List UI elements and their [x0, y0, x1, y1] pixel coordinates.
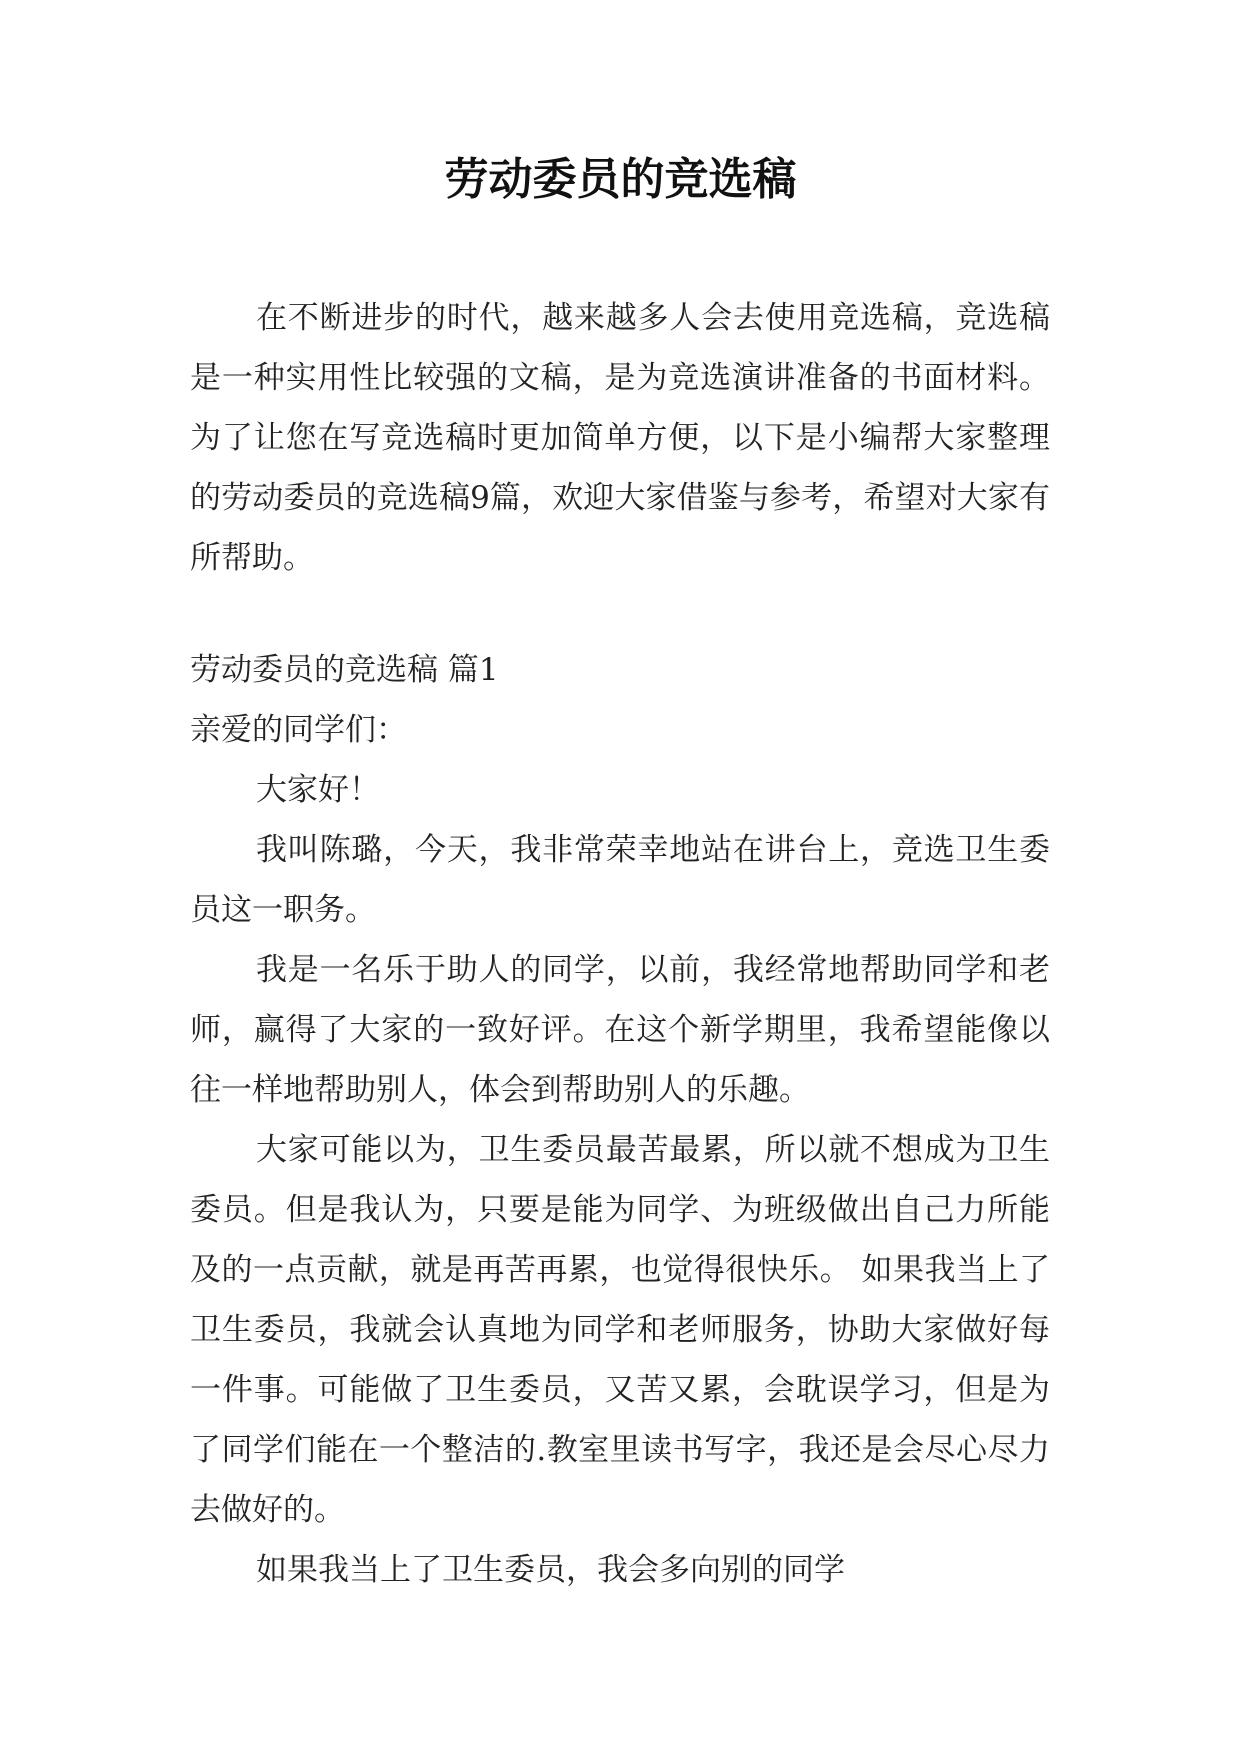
body-paragraph-greeting: 大家好！	[256, 772, 380, 808]
body-paragraph-commitment: 大家可能以为，卫生委员最苦最累，所以就不想成为卫生委员。但是我认为，只要是能为同学、为班级做出自己力所能及的一点贡献，就是再苦再累，也觉得很快乐。 如果我当上了卫生委员，我就会认真地为同学和老师服务，协助大家做好每一件事。可能做了卫生委员，又苦又累，会耽误学习，但是为了同学们能在一个整洁的.教室里读书写字，我还是会尽心尽力去做好的。	[190, 1132, 1050, 1528]
document-title: 劳动委员的竞选稿	[444, 154, 797, 205]
section-heading: 劳动委员的竞选稿 篇1	[190, 652, 499, 688]
intro-paragraph: 在不断进步的时代，越来越多人会去使用竞选稿，竞选稿是一种实用性比较强的文稿，是为竞选演讲准备的书面材料。为了让您在写竞选稿时更加简单方便，以下是小编帮大家整理的劳动委员的竞选稿9篇，欢迎大家借鉴与参考，希望对大家有所帮助。	[190, 300, 1050, 576]
document-body	[190, 640, 1050, 1600]
body-paragraph-plan: 如果我当上了卫生委员，我会多向别的同学	[256, 1552, 845, 1588]
salutation: 亲爱的同学们：	[190, 712, 407, 748]
body-paragraph-introduction: 我叫陈璐，今天，我非常荣幸地站在讲台上，竞选卫生委员这一职务。	[190, 832, 1050, 928]
body-paragraph-helpfulness: 我是一名乐于助人的同学，以前，我经常地帮助同学和老师，赢得了大家的一致好评。在这个新学期里，我希望能像以往一样地帮助别人，体会到帮助别人的乐趣。	[190, 952, 1050, 1108]
